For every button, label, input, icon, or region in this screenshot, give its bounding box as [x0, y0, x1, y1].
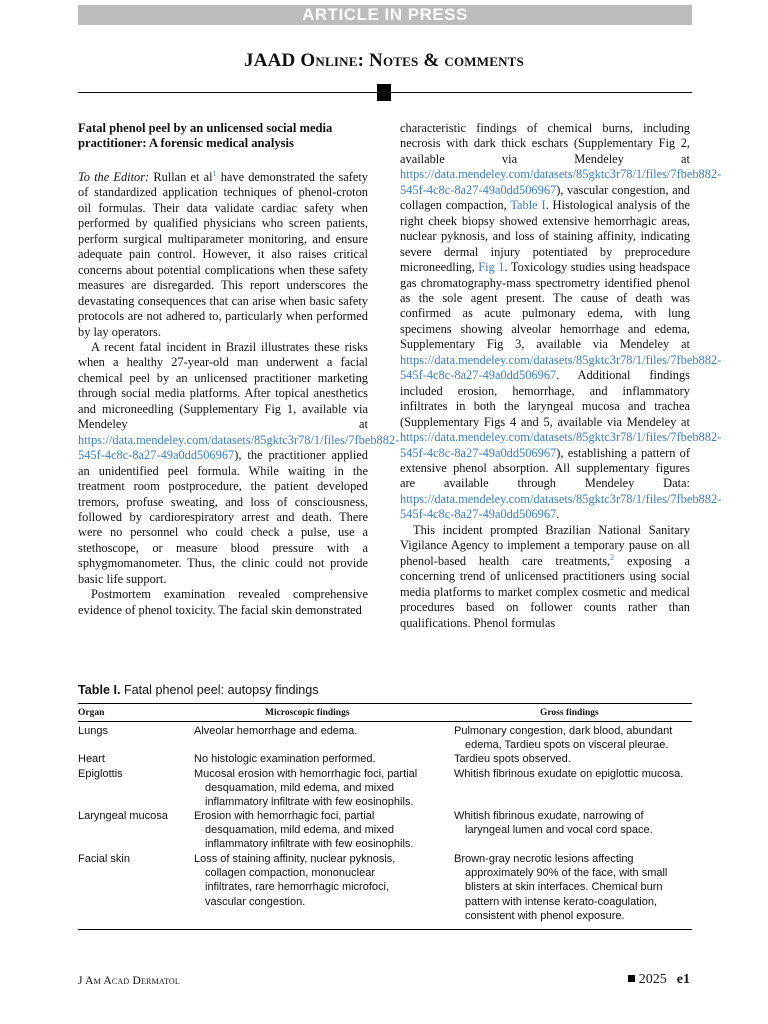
mendeley-link-5[interactable]: https://data.mendeley.com/datasets/85gktc3r78/1/files/7fbeb882-545f-4c8c-8a27-49a0dd506967 — [400, 491, 722, 522]
table-cell-gross-line: approximately 90% of the face, with small — [465, 867, 668, 880]
mendeley-link-3[interactable]: https://data.mendeley.com/datasets/85gktc3r78/1/files/7fbeb882-545f-4c8c-8a27-49a0dd506967 — [400, 352, 722, 383]
footer-square-icon — [628, 975, 635, 982]
reference-2-link[interactable]: 2 — [610, 552, 615, 562]
paragraph-4-text-b: ), vascular congestion, and collagen compaction, — [400, 182, 690, 213]
table-bottom-rule — [78, 929, 692, 930]
journal-section-title: JAAD Online: Notes & comments — [244, 50, 524, 71]
table-cell-microscopic — [194, 724, 357, 738]
table-1-link[interactable]: Table I — [510, 198, 546, 213]
page-number: e1 — [676, 972, 690, 987]
table-cell-organ-line: Facial skin — [78, 853, 130, 865]
table-cell-microscopic-line: infiltrates, rare hemorrhagic microfoci, — [205, 881, 390, 894]
table-cell-microscopic-line: No histologic examination performed. — [194, 753, 376, 765]
header-square-mark — [377, 84, 391, 101]
table-cell-organ — [78, 752, 105, 766]
table-cell-gross — [454, 852, 667, 923]
table-cell-gross-line: blisters at skin interfaces. Chemical burn — [465, 881, 663, 894]
mendeley-link-4[interactable]: https://data.mendeley.com/datasets/85gktc3r78/1/files/7fbeb882-545f-4c8c-8a27-49a0dd506967 — [400, 430, 722, 460]
paragraph-4-text-e: . Additional findings included erosion, hemorrhage, and inflammatory infiltrates in both the laryngeal mucosa and trachea (Supplementary Figs 4 and 5, available via Mendeley at — [400, 368, 690, 429]
table-label: Table I. — [78, 683, 121, 697]
paragraph-1 — [78, 170, 368, 340]
article-in-press-banner: ARTICLE IN PRESS — [78, 5, 692, 25]
table-title: Fatal phenol peel: autopsy findings — [123, 683, 319, 697]
header-microscopic: Microscopic findings — [265, 708, 350, 718]
paragraph-4-text-c: . Histological analysis of the right cheek biopsy showed extensive hemorrhagic areas, nuclear pyknosis, and loss of staining affinity, indicating severe dermal injury potentiated by preprocedure microneedling, — [400, 198, 690, 275]
table-cell-microscopic-line: desquamation, mild edema, and mixed — [205, 782, 394, 795]
table-caption — [78, 683, 319, 697]
table-cell-gross-line: Whitish fibrinous exudate, narrowing of — [454, 810, 644, 822]
paragraph-2-text-b: ), the practitioner applied an unidentified peel formula. While waiting in the treatment room postprocedure, the patient developed tremors, profuse sweating, and loss of consciousness, followed by cardiorespiratory arrest and death. There were no personnel who could check a pulse, use a stethoscope, or measure blood pressure with a sphygmomanometer. Thus, the clinic could not provide basic life support. — [78, 448, 368, 586]
paragraph-4 — [400, 121, 722, 523]
table-cell-gross-line: Whitish fibrinous exudate on epiglottic mucosa. — [454, 768, 684, 780]
mendeley-link-2[interactable]: https://data.mendeley.com/datasets/85gktc3r78/1/files/7fbeb882-545f-4c8c-8a27-49a0dd506967 — [400, 167, 722, 197]
right-column — [400, 121, 722, 631]
table-cell-gross — [454, 767, 683, 781]
table-cell-gross — [454, 809, 653, 837]
table-cell-organ-line: Epiglottis — [78, 768, 123, 780]
table-header-rule — [78, 721, 692, 722]
journal-abbrev: J Am Acad Dermatol — [78, 975, 180, 987]
table-cell-microscopic — [194, 767, 417, 810]
table-cell-microscopic — [194, 852, 395, 909]
table-cell-gross-line: Tardieu spots observed. — [454, 753, 571, 765]
table-cell-microscopic-line: collagen compaction, mononuclear — [205, 867, 375, 880]
paragraph-5-text-b: exposing a concerning trend of unlicensed practitioners using social media platforms to market complex cosmetic and medical procedures based on follower counts rather than qualifications. Phenol formulas — [400, 553, 690, 630]
table-cell-microscopic — [194, 752, 376, 766]
table-cell-organ — [78, 724, 108, 738]
table-cell-organ — [78, 852, 130, 866]
paragraph-2-text-a: A recent fatal incident in Brazil illustrates these risks when a healthy 27-year-old man underwent a facial chemical peel by an unlicensed practitioner marketing through social media platforms. After topical anesthetics and microneedling (Supplementary Fig 1, available via Mendeley at — [78, 339, 368, 432]
mendeley-link-1[interactable]: https://data.mendeley.com/datasets/85gktc3r78/1/files/7fbeb882-545f-4c8c-8a27-49a0dd506967 — [78, 432, 400, 463]
table-cell-microscopic-line: Erosion with hemorrhagic foci, partial — [194, 810, 375, 822]
table-cell-gross-line: laryngeal lumen and vocal cord space. — [465, 824, 653, 837]
paragraph-3: Postmortem examination revealed comprehensive evidence of phenol toxicity. The facial skin demonstrated — [78, 587, 368, 617]
table-cell-microscopic-line: vascular congestion. — [205, 895, 306, 908]
left-column — [78, 121, 400, 618]
table-cell-microscopic-line: inflammatory infiltrate with few eosinophils. — [205, 796, 414, 809]
table-cell-gross-line: consistent with phenol exposure. — [465, 909, 625, 922]
table-cell-gross-line: Brown-gray necrotic lesions affecting — [454, 853, 634, 865]
to-the-editor: To the Editor: — [78, 170, 150, 184]
table-cell-microscopic-line: Mucosal erosion with hemorrhagic foci, partial — [194, 768, 418, 780]
header-organ: Organ — [78, 708, 105, 718]
paragraph-4-text-a: characteristic findings of chemical burns, including necrosis with dark thick eschars (Supplementary Fig 2, available via Mendeley at — [400, 121, 690, 166]
table-cell-gross-line: edema, Tardieu spots on visceral pleurae. — [465, 739, 669, 752]
table-cell-microscopic-line: Alveolar hemorrhage and edema. — [194, 725, 358, 737]
page-footer — [628, 972, 690, 988]
table-cell-organ — [78, 767, 123, 781]
table-cell-organ-line: Lungs — [78, 725, 108, 737]
table-cell-gross — [454, 752, 571, 766]
table-cell-microscopic-line: inflammatory infiltrate with few eosinophils. — [205, 838, 414, 851]
paragraph-1-text: have demonstrated the safety of standardized application techniques of phenol-croton oil formulas. Their data validate cardiac safety when performed by qualified physicians who screen patients, perform surgical multiparameter monitoring, and ensure adequate pain control. However, it also raises critical concerns about potential complications when these safety measures are disregarded. This report underscores the devastating consequences that can arise when basic safety protocols are not adhered to, particularly when performed by lay operators. — [78, 170, 368, 339]
table-cell-microscopic-line: desquamation, mild edema, and mixed — [205, 824, 394, 837]
paragraph-4-text-d: . Toxicology studies using headspace gas chromatography-mass spectrometry identified phenol as the sole agent present. The cause of death was confirmed as acute pulmonary edema, with lung specimens showing alveolar hemorrhage and edema, Supplementary Fig 3, available via Mendeley at — [400, 260, 691, 352]
table-cell-organ-line: Laryngeal mucosa — [78, 810, 168, 822]
table-cell-gross-line: Pulmonary congestion, dark blood, abundant — [454, 725, 673, 737]
table-cell-gross-line: pattern with intense kerato-coagulation, — [465, 895, 658, 908]
authors-text: Rullan et al — [149, 170, 213, 184]
table-top-rule — [78, 703, 692, 704]
paragraph-5-text-a: This incident prompted Brazilian National Sanitary Vigilance Agency to implement a temporary pause on all phenol-based health care treatments, — [400, 522, 690, 568]
paragraph-2 — [78, 339, 400, 587]
table-cell-gross — [454, 724, 672, 752]
footer-year: 2025 — [638, 972, 667, 987]
reference-1-link[interactable]: 1 — [212, 168, 217, 178]
paragraph-4-text-g: . — [556, 507, 560, 522]
table-cell-microscopic — [194, 809, 413, 852]
table-cell-organ-line: Heart — [78, 753, 105, 765]
figure-1-link[interactable]: Fig 1 — [478, 260, 505, 275]
paragraph-4-text-f: ), establishing a pattern of extensive phenol absorption. All supplementary figures are available through Mendeley Data: — [400, 445, 690, 491]
header-gross: Gross findings — [540, 708, 599, 718]
paragraph-5 — [400, 523, 690, 631]
table-cell-microscopic-line: Loss of staining affinity, nuclear pyknosis, — [194, 853, 396, 865]
article-title: Fatal phenol peel by an unlicensed social media practitioner: A forensic medical analysis — [78, 121, 333, 150]
table-cell-organ — [78, 809, 168, 823]
